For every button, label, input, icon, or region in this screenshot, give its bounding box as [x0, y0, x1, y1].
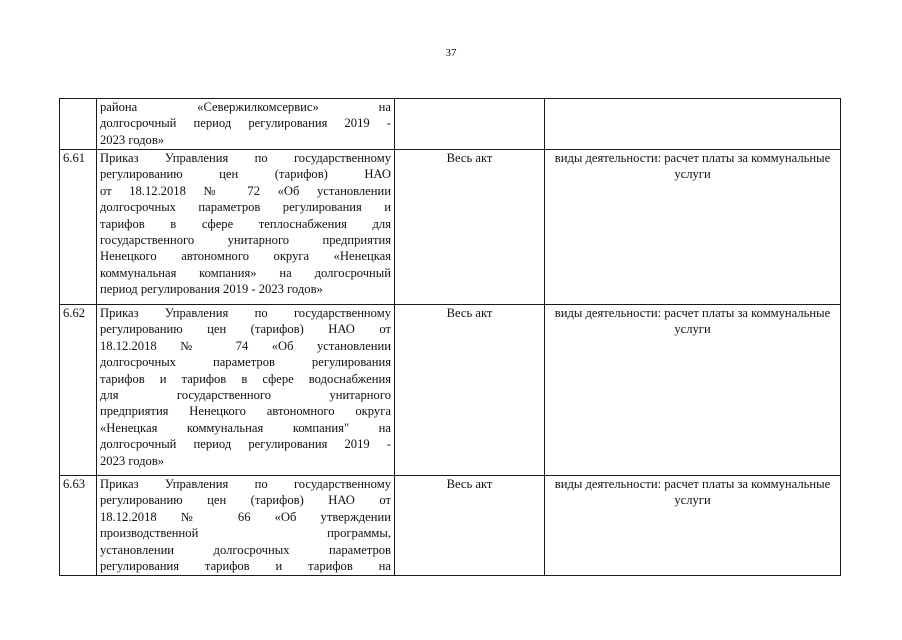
document-line: производственной программы, — [100, 526, 391, 541]
document-line: для государственного унитарного — [100, 388, 391, 403]
row-number: 6.63 — [60, 476, 97, 576]
table-row — [60, 305, 841, 476]
document-line: государственного унитарного предприятия — [100, 233, 391, 248]
table-row — [60, 476, 841, 576]
document-title — [97, 99, 395, 150]
document-line: долгосрочных параметров регулирования и — [100, 200, 391, 215]
scope-cell: Весь акт — [395, 476, 545, 576]
scope-cell: Весь акт — [395, 150, 545, 305]
row-number: 6.62 — [60, 305, 97, 476]
document-line: долгосрочных параметров регулирования — [100, 355, 391, 370]
note-cell: виды деятельности: расчет платы за коммунальные услуги — [545, 305, 841, 476]
document-line: района «Севержилкомсервис» на — [100, 100, 391, 114]
row-number — [60, 99, 97, 150]
document-line: тарифов и тарифов в сфере водоснабжения — [100, 371, 391, 386]
document-title — [97, 150, 395, 305]
document-line: регулированию цен (тарифов) НАО от — [100, 322, 391, 337]
page-number: 37 — [445, 47, 457, 59]
row-number: 6.61 — [60, 150, 97, 305]
document-line: от 18.12.2018 № 72 «Об установлении — [100, 183, 391, 198]
document-line: 18.12.2018 № 66 «Об утверждении — [100, 509, 391, 524]
acts-table — [59, 98, 841, 576]
document-line: предприятия Ненецкого автономного округа — [100, 404, 391, 419]
document-line: регулированию цен (тарифов) НАО — [100, 167, 391, 182]
document-line: Приказ Управления по государственному — [100, 477, 391, 491]
table-row — [60, 99, 841, 150]
document-line: 2023 годов» — [100, 132, 165, 147]
note-cell: виды деятельности: расчет платы за коммунальные услуги — [545, 150, 841, 305]
table-row — [60, 150, 841, 305]
scope-cell — [395, 99, 545, 150]
scope-cell: Весь акт — [395, 305, 545, 476]
document-line: коммунальная компания» на долгосрочный — [100, 265, 391, 280]
document-title — [97, 305, 395, 476]
document-line: 2023 годов» — [100, 453, 165, 468]
document-title — [97, 476, 395, 576]
document-line: Приказ Управления по государственному — [100, 306, 391, 320]
document-line: Приказ Управления по государственному — [100, 151, 391, 165]
document-line: регулирования тарифов и тарифов на — [100, 559, 391, 574]
document-line: регулированию цен (тарифов) НАО от — [100, 493, 391, 508]
note-cell: виды деятельности: расчет платы за коммунальные услуги — [545, 476, 841, 576]
document-line: период регулирования 2019 - 2023 годов» — [100, 282, 323, 297]
document-line: 18.12.2018 № 74 «Об установлении — [100, 338, 391, 353]
document-line: долгосрочный период регулирования 2019 - — [100, 437, 391, 452]
document-line: долгосрочный период регулирования 2019 - — [100, 116, 391, 131]
document-line: установлении долгосрочных параметров — [100, 542, 391, 557]
document-line: «Ненецкая коммунальная компания" на — [100, 420, 391, 435]
document-line: тарифов в сфере теплоснабжения для — [100, 216, 391, 231]
document-line: Ненецкого автономного округа «Ненецкая — [100, 249, 391, 264]
note-cell — [545, 99, 841, 150]
